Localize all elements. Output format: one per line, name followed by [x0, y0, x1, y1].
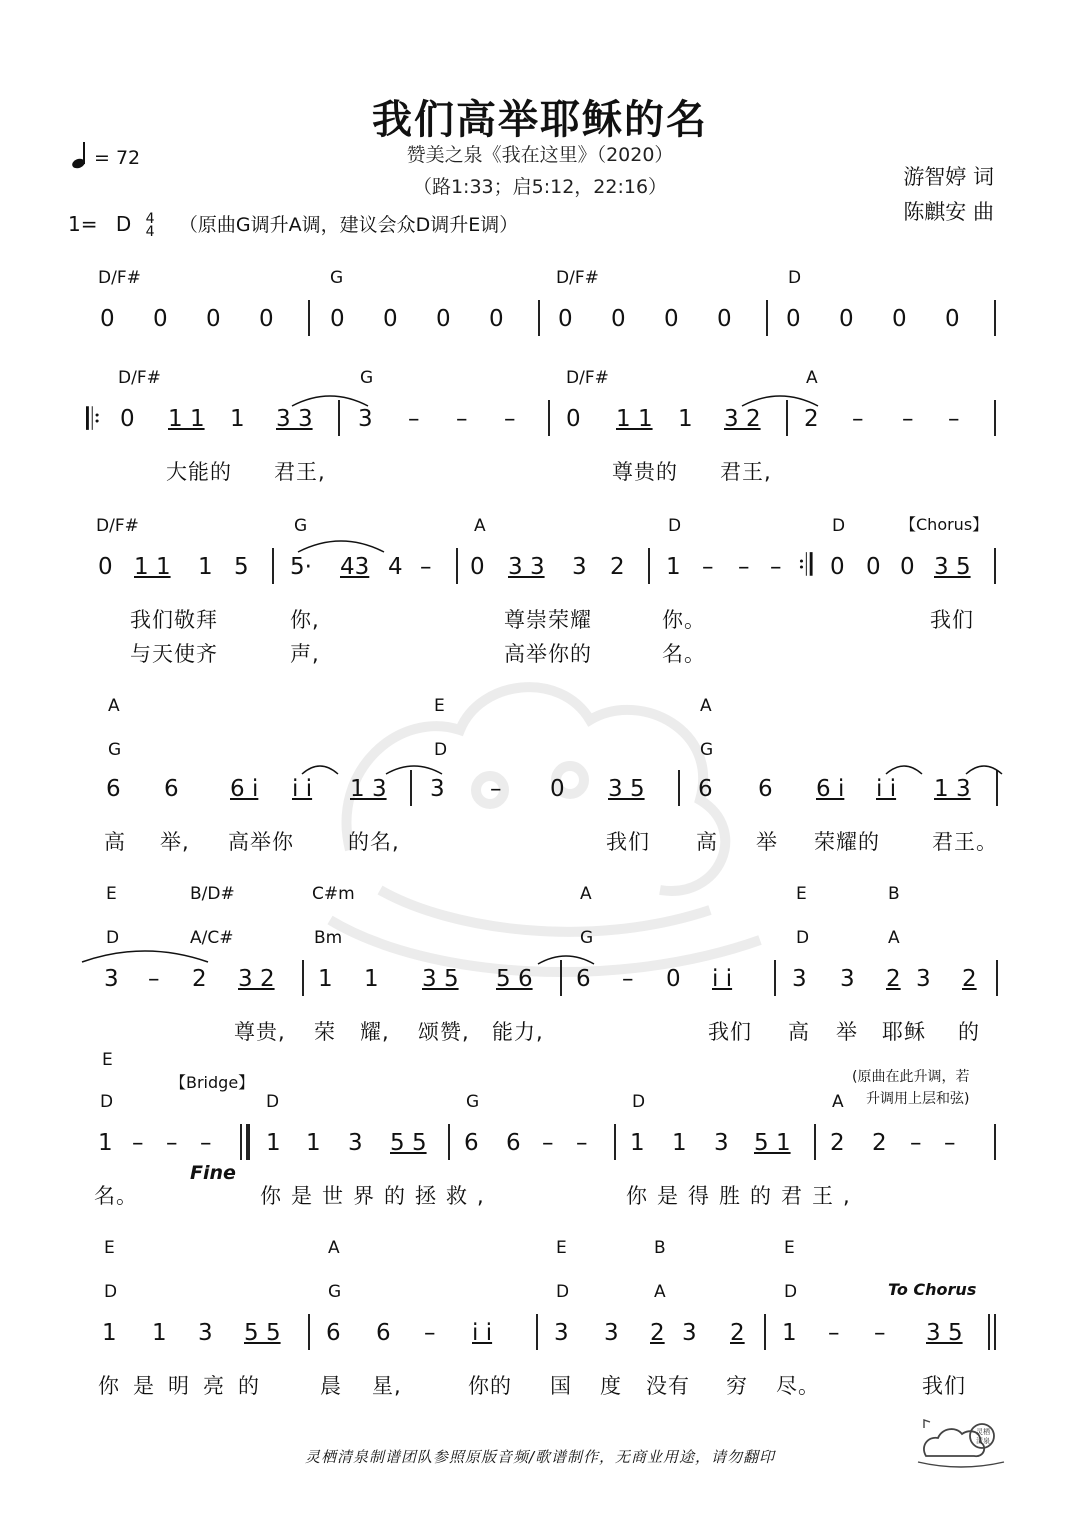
to-chorus-mark: To Chorus	[888, 1280, 977, 1299]
note: 3 2	[724, 406, 761, 432]
barline	[538, 300, 540, 336]
note: 1 1	[616, 406, 653, 432]
chord: A	[580, 884, 592, 904]
lyric: 声,	[290, 642, 320, 666]
chord: A	[832, 1092, 844, 1112]
note: 0	[611, 306, 626, 332]
tie-mark	[290, 390, 370, 408]
note: 3	[348, 1130, 363, 1156]
note: 2	[962, 966, 977, 992]
chord: A	[654, 1282, 666, 1302]
barline	[240, 1124, 242, 1160]
lyric: 我们	[708, 1020, 752, 1044]
lyric: 你的	[468, 1374, 512, 1398]
note: 1	[666, 554, 681, 580]
lyric: 高	[104, 830, 126, 854]
modulation-note	[852, 1066, 969, 1110]
modulation-note-line: 升调用上层和弦)	[866, 1091, 970, 1107]
lyric: 我们敬拜	[130, 608, 218, 632]
chord: A	[700, 696, 712, 716]
note: 6	[758, 776, 773, 802]
chord: E	[796, 884, 807, 904]
sheep-logo-icon	[916, 1418, 1006, 1468]
note: –	[874, 1320, 886, 1346]
note: –	[424, 1320, 436, 1346]
barline	[678, 770, 680, 806]
lyric: 名。	[662, 642, 706, 666]
tie-mark	[536, 950, 596, 966]
note: 6	[106, 776, 121, 802]
note: 3	[430, 776, 445, 802]
note: 2	[872, 1130, 887, 1156]
chord: D	[668, 516, 682, 536]
note: 6	[576, 966, 591, 992]
chord: D	[788, 268, 802, 288]
chord: D	[104, 1282, 118, 1302]
chorus-marker: 【Chorus】	[900, 515, 989, 534]
note: –	[504, 406, 516, 432]
note: 0	[98, 554, 113, 580]
lyric: 与天使齐	[130, 642, 218, 666]
note: –	[456, 406, 468, 432]
chord: G	[294, 516, 308, 536]
chord: D/F#	[566, 368, 609, 388]
chord: G	[466, 1092, 480, 1112]
key-letter: D	[115, 212, 132, 236]
lyric: 你是世界的拯救,	[260, 1184, 494, 1208]
lyric: 高举你	[228, 830, 294, 854]
chord: E	[104, 1238, 115, 1258]
barline	[308, 1314, 310, 1350]
lyric: 星,	[372, 1374, 402, 1398]
note: 3 2	[238, 966, 275, 992]
barline	[456, 548, 458, 584]
note: 3 3	[508, 554, 545, 580]
note: 0	[866, 554, 881, 580]
chord: A	[806, 368, 818, 388]
note: 1	[630, 1130, 645, 1156]
lyric: 晨	[320, 1374, 342, 1398]
note: –	[166, 1130, 178, 1156]
note: 0	[120, 406, 135, 432]
note: 1	[318, 966, 333, 992]
barline	[994, 300, 996, 336]
note: 0	[550, 776, 565, 802]
chord: D	[100, 1092, 114, 1112]
note: 2	[730, 1320, 745, 1346]
chord: E	[784, 1238, 795, 1258]
note: 4	[388, 554, 403, 580]
barline	[448, 1124, 450, 1160]
chord: D	[796, 928, 810, 948]
lyric: 君王,	[720, 460, 772, 484]
note: 0	[786, 306, 801, 332]
chord: D	[106, 928, 120, 948]
note: 0	[566, 406, 581, 432]
note: 3	[604, 1320, 619, 1346]
note: 3	[682, 1320, 697, 1346]
chord: Bm	[314, 928, 343, 948]
note: 1	[102, 1320, 117, 1346]
lyric: 大能的	[166, 460, 232, 484]
note: –	[542, 1130, 554, 1156]
barline	[302, 960, 304, 996]
fine-mark: Fine	[190, 1162, 236, 1184]
lyric: 国	[550, 1374, 572, 1398]
note: –	[200, 1130, 212, 1156]
note: 3	[104, 966, 119, 992]
note: i̇ i̇	[876, 776, 897, 802]
note: i̇ i̇	[472, 1320, 493, 1346]
note: 1 3	[350, 776, 387, 802]
note: 0	[259, 306, 274, 332]
note: 0	[206, 306, 221, 332]
note: 1	[98, 1130, 113, 1156]
chord: G	[328, 1282, 342, 1302]
note: 0	[330, 306, 345, 332]
chord: A	[328, 1238, 340, 1258]
tempo-marking	[72, 142, 140, 169]
note: 1	[152, 1320, 167, 1346]
note: –	[132, 1130, 144, 1156]
chord: D/F#	[556, 268, 599, 288]
lyric: 穷	[726, 1374, 748, 1398]
note: –	[852, 406, 864, 432]
note: 5 6	[496, 966, 533, 992]
lyric: 名。	[94, 1184, 138, 1208]
note: –	[944, 1130, 956, 1156]
note: 3	[916, 966, 931, 992]
note: 6	[376, 1320, 391, 1346]
lyricist: 游智婷 词	[903, 165, 994, 189]
note: 1	[230, 406, 245, 432]
chord: B	[654, 1238, 666, 1258]
note: –	[490, 776, 502, 802]
note: 6	[326, 1320, 341, 1346]
note: 3 5	[926, 1320, 963, 1346]
note: 5 5	[244, 1320, 281, 1346]
quarter-note-icon	[72, 142, 86, 168]
lyric: 高	[788, 1020, 810, 1044]
note: –	[910, 1130, 922, 1156]
logo-text: 清泉	[976, 1437, 990, 1445]
barline	[648, 548, 650, 584]
note: 1 1	[134, 554, 171, 580]
chord: D	[556, 1282, 570, 1302]
note: 6	[164, 776, 179, 802]
note: 3 5	[422, 966, 459, 992]
note: 0	[558, 306, 573, 332]
note: i̇ i̇	[292, 776, 313, 802]
barline	[308, 300, 310, 336]
lyric: 我们	[606, 830, 650, 854]
chord: E	[102, 1050, 113, 1070]
note: 0	[436, 306, 451, 332]
tie-mark	[300, 760, 340, 776]
barline	[994, 1124, 996, 1160]
note: 1 1	[168, 406, 205, 432]
chord: G	[108, 740, 122, 760]
note: 0	[892, 306, 907, 332]
barline	[996, 960, 998, 996]
note: 2	[610, 554, 625, 580]
lyric: 高举你的	[504, 642, 592, 666]
note: –	[408, 406, 420, 432]
note: 0	[470, 554, 485, 580]
note: 5 5	[390, 1130, 427, 1156]
note: –	[420, 554, 432, 580]
tie-mark	[740, 390, 820, 408]
note: 6	[464, 1130, 479, 1156]
note: –	[738, 554, 750, 580]
bridge-marker: 【Bridge】	[170, 1073, 255, 1092]
chord: B/D#	[190, 884, 235, 904]
note: 1 3	[934, 776, 971, 802]
chord: D	[266, 1092, 280, 1112]
note: 3 3	[276, 406, 313, 432]
barline	[536, 1314, 538, 1350]
barline	[988, 1314, 990, 1350]
credits	[903, 160, 994, 230]
lyric: 度	[600, 1374, 622, 1398]
barline	[764, 1314, 766, 1350]
lyric: 荣	[314, 1020, 336, 1044]
lyric: 尊崇荣耀	[504, 608, 592, 632]
note: –	[148, 966, 160, 992]
chord: E	[556, 1238, 567, 1258]
note: 0	[945, 306, 960, 332]
tie-mark	[80, 946, 210, 964]
modulation-note-line: (原曲在此升调，若	[852, 1069, 970, 1085]
lyric: 耀,	[360, 1020, 390, 1044]
note: 5·	[290, 554, 312, 580]
lyric: 尊贵,	[234, 1020, 286, 1044]
lyric: 我们	[922, 1374, 966, 1398]
note: 3	[792, 966, 807, 992]
note: 3	[840, 966, 855, 992]
note: 0	[100, 306, 115, 332]
repeat-end: 𝄇	[798, 548, 813, 583]
chord: A	[108, 696, 120, 716]
note: 2	[804, 406, 819, 432]
lyric: 你是得胜的君王,	[626, 1184, 860, 1208]
note: 2	[650, 1320, 665, 1346]
chord: D	[784, 1282, 798, 1302]
note: 0	[383, 306, 398, 332]
barline	[814, 1124, 816, 1160]
lyric: 颂赞,	[418, 1020, 470, 1044]
chord: A	[474, 516, 486, 536]
note: 0	[153, 306, 168, 332]
chord: D/F#	[98, 268, 141, 288]
note: –	[622, 966, 634, 992]
note: –	[828, 1320, 840, 1346]
chord: D	[832, 516, 846, 536]
note: 3 5	[608, 776, 645, 802]
note: 2	[192, 966, 207, 992]
lyric: 的名,	[348, 830, 400, 854]
note: 6 i̇	[230, 776, 259, 802]
note: –	[576, 1130, 588, 1156]
time-bottom: 4	[145, 223, 155, 240]
note: 3	[714, 1130, 729, 1156]
chord: G	[700, 740, 714, 760]
note: 6	[698, 776, 713, 802]
note: –	[770, 554, 782, 580]
time-signature	[145, 210, 155, 240]
slur-mark	[296, 536, 386, 554]
lyric: 举,	[160, 830, 190, 854]
key-prefix: 1=	[68, 212, 98, 236]
note: 6	[506, 1130, 521, 1156]
lyric: 能力,	[492, 1020, 544, 1044]
chord: C#m	[312, 884, 355, 904]
note: 1	[266, 1130, 281, 1156]
note: 0	[489, 306, 504, 332]
barline	[614, 1124, 616, 1160]
note: i̇ i̇	[712, 966, 733, 992]
lyric: 你,	[290, 608, 320, 632]
note: 1	[678, 406, 693, 432]
note: 1	[782, 1320, 797, 1346]
lyric: 举	[756, 830, 778, 854]
chord: G	[330, 268, 344, 288]
note: 3	[572, 554, 587, 580]
note: 0	[830, 554, 845, 580]
note: 1	[198, 554, 213, 580]
lyric: 高	[696, 830, 718, 854]
repeat-start: 𝄆	[86, 402, 101, 437]
chord: G	[360, 368, 374, 388]
note: 0	[839, 306, 854, 332]
tie-mark	[964, 760, 1004, 776]
lyric: 的	[958, 1020, 980, 1044]
lyric: 君王,	[274, 460, 326, 484]
footer-credit: 灵栖清泉制谱团队参照原版音频/歌谱制作，无商业用途，请勿翻印	[304, 1448, 776, 1466]
barline	[548, 400, 550, 436]
source-album: 赞美之泉《我在这里》（2020）	[406, 144, 674, 166]
final-barline	[246, 1124, 250, 1160]
note: 0	[717, 306, 732, 332]
barline	[272, 548, 274, 584]
lyric: 尊贵的	[612, 460, 678, 484]
note: 5 1	[754, 1130, 791, 1156]
note: 3 5	[934, 554, 971, 580]
note: –	[902, 406, 914, 432]
lyric: 没有	[646, 1374, 690, 1398]
note: 1	[364, 966, 379, 992]
note: 0	[666, 966, 681, 992]
note: 2	[886, 966, 901, 992]
tie-mark	[384, 760, 444, 776]
note: 1	[306, 1130, 321, 1156]
barline	[994, 1314, 996, 1350]
lyric: 你是明亮的	[98, 1374, 273, 1398]
chord: D	[434, 740, 448, 760]
note: 2	[830, 1130, 845, 1156]
lyric: 举	[836, 1020, 858, 1044]
chord: B	[888, 884, 900, 904]
note: 43	[340, 554, 370, 580]
chord: E	[434, 696, 445, 716]
lyric: 尽。	[776, 1374, 820, 1398]
lyric: 荣耀的	[814, 830, 880, 854]
chord: A/C#	[190, 928, 234, 948]
scripture-reference: （路1:33；启5:12，22:16）	[412, 176, 668, 198]
logo-text: 灵栖	[976, 1428, 990, 1436]
tempo-value: = 72	[94, 147, 141, 169]
chord: G	[580, 928, 594, 948]
barline	[774, 960, 776, 996]
tie-mark	[884, 760, 924, 776]
lyric: 你。	[662, 608, 706, 632]
chord: D	[632, 1092, 646, 1112]
note: 3	[358, 406, 373, 432]
note: 0	[900, 554, 915, 580]
note: 3	[198, 1320, 213, 1346]
time-top: 4	[145, 210, 155, 227]
note: 1	[672, 1130, 687, 1156]
note: 6 i̇	[816, 776, 845, 802]
note: 3	[554, 1320, 569, 1346]
chord: E	[106, 884, 117, 904]
key-note: （原曲G调升A调，建议会众D调升E调）	[178, 214, 519, 236]
song-title: 我们高举耶稣的名	[372, 97, 708, 143]
barline	[766, 300, 768, 336]
barline	[994, 400, 996, 436]
note: –	[948, 406, 960, 432]
key-signature	[68, 210, 518, 239]
lyric: 耶稣	[882, 1020, 926, 1044]
lyric: 君王。	[932, 830, 998, 854]
chord: D/F#	[118, 368, 161, 388]
note: –	[702, 554, 714, 580]
composer: 陈麒安 曲	[903, 200, 994, 224]
note: 5	[234, 554, 249, 580]
lyric: 我们	[930, 608, 974, 632]
chord: D/F#	[96, 516, 139, 536]
note: 0	[664, 306, 679, 332]
barline	[994, 548, 996, 584]
chord: A	[888, 928, 900, 948]
